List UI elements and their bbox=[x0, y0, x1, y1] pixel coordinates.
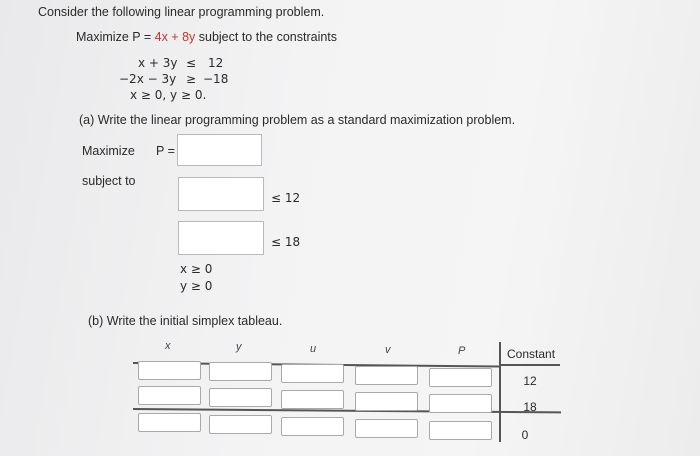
constraint-2-input[interactable] bbox=[178, 221, 264, 255]
constraint-2-rhs: −18 bbox=[203, 72, 229, 86]
tableau-cell-r1-p[interactable] bbox=[429, 368, 492, 387]
tableau-cell-r1-x[interactable] bbox=[138, 361, 201, 380]
tableau-cell-r1-v[interactable] bbox=[355, 366, 418, 385]
column-header-u: u bbox=[310, 343, 317, 355]
part-b-heading: (b) Write the initial simplex tableau. bbox=[88, 314, 283, 328]
column-header-x: x bbox=[165, 340, 171, 352]
constraint-1-rhs-label: ≤ 12 bbox=[271, 191, 301, 205]
tableau-cell-r2-x[interactable] bbox=[138, 386, 201, 405]
tableau-cell-r3-y[interactable] bbox=[209, 415, 272, 434]
part-a-heading: (a) Write the linear programming problem as a standard maximization problem. bbox=[79, 113, 516, 127]
constant-header-rule bbox=[500, 364, 560, 366]
tableau-cell-r1-y[interactable] bbox=[209, 362, 272, 381]
constant-row-3: 0 bbox=[521, 428, 529, 442]
tableau-cell-r2-y[interactable] bbox=[209, 388, 272, 407]
tableau-cell-r3-p[interactable] bbox=[429, 421, 492, 440]
nonneg-constraints: x ≥ 0, y ≥ 0. bbox=[130, 88, 207, 102]
objective-line bbox=[76, 30, 337, 44]
maximize-label: Maximize bbox=[82, 144, 135, 158]
constant-divider bbox=[499, 342, 501, 442]
constraint-1-input[interactable] bbox=[178, 177, 264, 211]
column-header-p: P bbox=[458, 345, 466, 357]
constraint-2-lhs: −2x − 3y bbox=[119, 72, 177, 86]
objective-prefix: Maximize P = bbox=[76, 30, 155, 44]
constant-row-2: 18 bbox=[523, 400, 537, 414]
constant-row-1: 12 bbox=[523, 374, 537, 388]
objective-suffix: subject to the constraints bbox=[195, 30, 338, 44]
tableau-cell-r3-u[interactable] bbox=[281, 417, 344, 436]
column-header-y: y bbox=[236, 341, 242, 353]
tableau-cell-r1-u[interactable] bbox=[281, 364, 344, 383]
nonneg-x-label: x ≥ 0 bbox=[180, 262, 213, 276]
tableau-cell-r3-x[interactable] bbox=[138, 413, 201, 432]
problem-intro: Consider the following linear programming problem. bbox=[38, 5, 325, 19]
tableau-cell-r2-p[interactable] bbox=[429, 394, 492, 413]
p-equals-label: P = bbox=[156, 144, 175, 158]
tableau-cell-r3-v[interactable] bbox=[355, 419, 418, 438]
column-header-constant: Constant bbox=[507, 347, 556, 361]
constraint-2-op: ≥ bbox=[186, 72, 197, 86]
constraint-1-lhs: x + 3y bbox=[138, 56, 178, 70]
objective-input[interactable] bbox=[177, 134, 262, 166]
column-header-v: v bbox=[385, 344, 391, 356]
subject-to-label: subject to bbox=[82, 174, 136, 188]
nonneg-y-label: y ≥ 0 bbox=[180, 279, 213, 293]
constraint-1-op: ≤ bbox=[186, 56, 197, 70]
tableau-cell-r2-u[interactable] bbox=[281, 390, 344, 409]
constraint-1-rhs: 12 bbox=[208, 56, 224, 70]
tableau-cell-r2-v[interactable] bbox=[355, 392, 418, 411]
constraint-2-rhs-label: ≤ 18 bbox=[271, 235, 301, 249]
objective-expression: 4x + 8y bbox=[154, 30, 196, 44]
